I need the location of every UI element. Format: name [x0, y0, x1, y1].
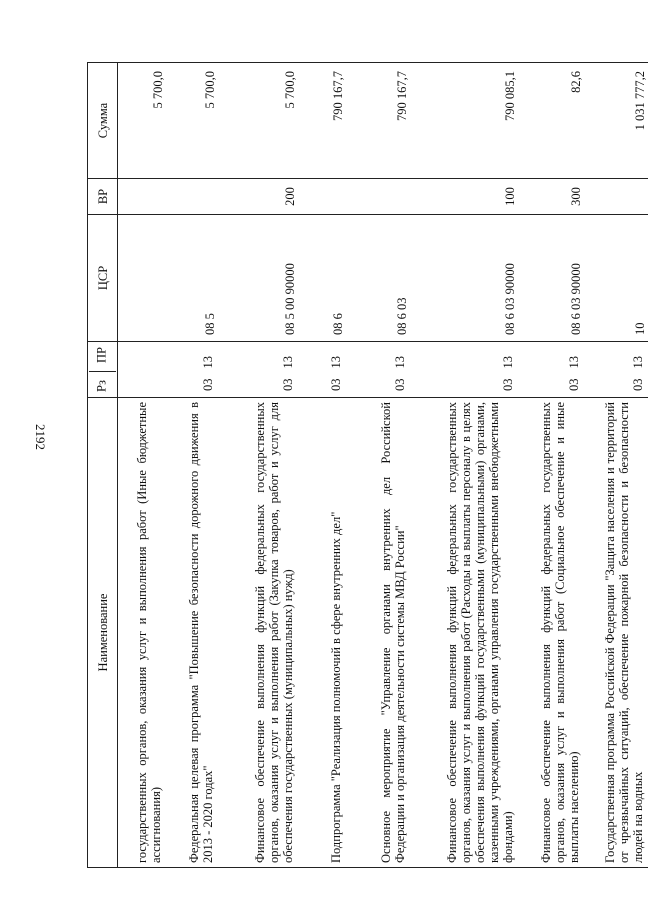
- table-row: [518, 63, 584, 868]
- row-pr: 13: [201, 356, 215, 369]
- row-name: Подпрограмма "Реализация полномочий в сфере внутренних дел": [298, 398, 346, 868]
- row-csr: 10: [584, 215, 648, 342]
- row-name: Основное мероприятие "Управление органами внутренних дел Российской Федерации и организация деятельности системы МВД России": [346, 398, 410, 868]
- row-sum: 790 167,7: [298, 63, 346, 179]
- row-codes: [518, 342, 584, 398]
- row-vr: 100: [410, 179, 518, 215]
- row-name: государственных органов, оказания услуг и выполнения работ (Иные бюджетные ассигнования): [118, 398, 167, 868]
- row-csr: 08 6 03 90000: [410, 215, 518, 342]
- row-rz: 03: [281, 378, 295, 391]
- row-csr: 08 6: [298, 215, 346, 342]
- row-sum: 790 167,7: [346, 63, 410, 179]
- header-vr: ВР: [88, 179, 118, 215]
- header-row: [88, 63, 118, 868]
- budget-table: [87, 62, 648, 868]
- row-rz: 03: [567, 378, 581, 391]
- row-codes: [584, 342, 648, 398]
- row-sum: 790 085,1: [410, 63, 518, 179]
- table-row: [584, 63, 648, 868]
- row-sum: 1 031 777,2: [584, 63, 648, 179]
- row-name: Финансовое обеспечение выполнения функций федеральных государственных органов, оказания услуг и выполнения работ (Закупка товаров, работ и услуг для обеспечения государственных (муниципальных) нужд): [218, 398, 298, 868]
- header-csr: ЦСР: [88, 215, 118, 342]
- row-name: Финансовое обеспечение выполнения функций федеральных государственных органов, оказания услуг и выполнения работ (Социальное обеспечение и иные выплаты населению): [518, 398, 584, 868]
- table-row: [410, 63, 518, 868]
- row-codes: [410, 342, 518, 398]
- table-row: [166, 63, 218, 868]
- row-vr: 300: [518, 179, 584, 215]
- row-vr: [118, 179, 167, 215]
- row-pr: 13: [567, 356, 581, 369]
- row-codes: [346, 342, 410, 398]
- row-pr: 13: [393, 356, 407, 369]
- row-rz: 03: [393, 378, 407, 391]
- header-name: Наименование: [88, 398, 118, 868]
- row-rz: 03: [329, 378, 343, 391]
- row-pr: 13: [501, 356, 515, 369]
- row-sum: 5 700,0: [118, 63, 167, 179]
- row-csr: 08 6 03 90000: [518, 215, 584, 342]
- row-name: Финансовое обеспечение выполнения функций федеральных государственных органов, оказания услуг и выполнения работ (Расходы на выплаты персоналу в целях обеспечения выполнения функций государственными (муниципальными) органами, казенными учреждениями, органами управления государственными внебюджетными фондами): [410, 398, 518, 868]
- row-codes: [218, 342, 298, 398]
- header-pr: ПР: [94, 347, 109, 364]
- header-rz-pr: [88, 342, 118, 398]
- row-codes: [298, 342, 346, 398]
- row-rz: 03: [201, 378, 215, 391]
- row-codes: [166, 342, 218, 398]
- row-sum: 5 700,0: [218, 63, 298, 179]
- row-pr: 13: [631, 356, 645, 369]
- row-name: Федеральная целевая программа "Повышение безопасности дорожного движения в 2013 - 2020 годах": [166, 398, 218, 868]
- row-vr: [346, 179, 410, 215]
- rotated-table-container: [87, 63, 647, 868]
- page-number: 2192: [33, 424, 48, 450]
- table-row: [298, 63, 346, 868]
- row-codes: [118, 342, 167, 398]
- row-sum: 5 700,0: [166, 63, 218, 179]
- row-pr: 13: [281, 356, 295, 369]
- table-row: [218, 63, 298, 868]
- table-row: [118, 63, 167, 868]
- header-sum: Сумма: [88, 63, 118, 179]
- row-rz: 03: [631, 378, 645, 391]
- row-vr: [166, 179, 218, 215]
- row-vr: 200: [218, 179, 298, 215]
- row-csr: 08 5 00 90000: [218, 215, 298, 342]
- row-csr: 08 5: [166, 215, 218, 342]
- row-name: Государственная программа Российской Федерации "Защита населения и территорий от чрезвычайных ситуаций, обеспечение пожарной безопасности и безопасности людей на водных: [584, 398, 648, 868]
- row-vr: [584, 179, 648, 215]
- row-rz: 03: [501, 378, 515, 391]
- row-sum: 82,6: [518, 63, 584, 179]
- row-csr: 08 6 03: [346, 215, 410, 342]
- row-csr: [118, 215, 167, 342]
- row-pr: 13: [329, 356, 343, 369]
- table-row: [346, 63, 410, 868]
- header-rz: Рз: [94, 380, 109, 392]
- row-vr: [298, 179, 346, 215]
